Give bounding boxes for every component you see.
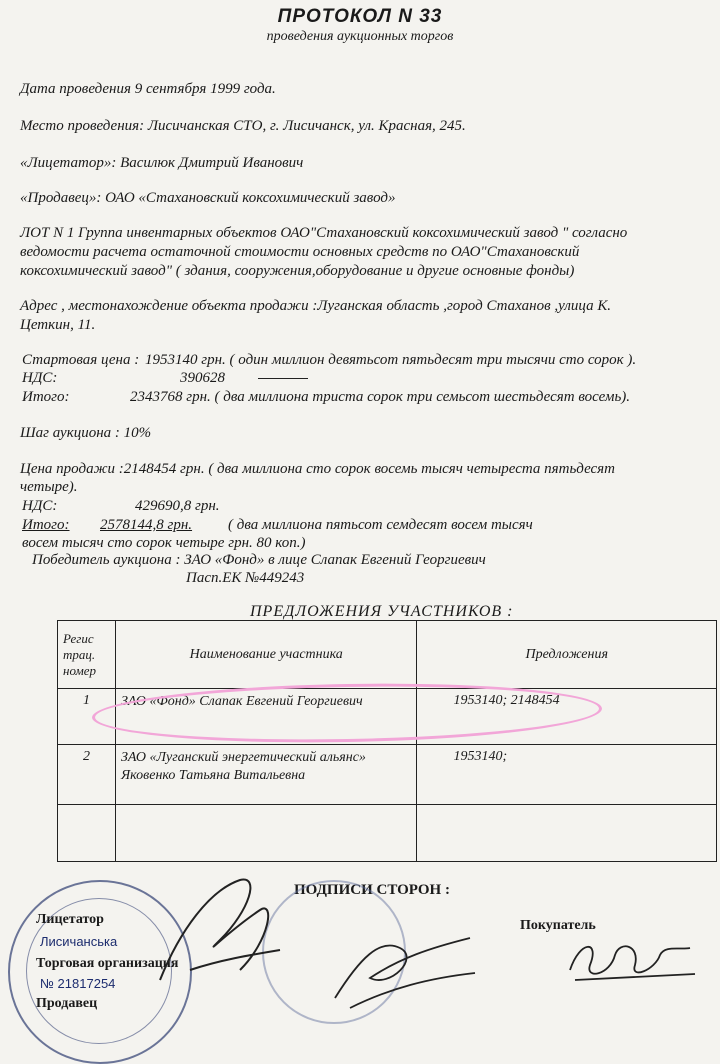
- column-offers: Предложения: [417, 621, 717, 689]
- participant-offers: 1953140;: [417, 745, 717, 805]
- sale-price-line-1: Цена продажи :2148454 грн. ( два миллиона сто сорок восемь тысяч четыреста пятьдесят: [20, 461, 615, 477]
- signatures-heading: ПОДПИСИ СТОРОН :: [294, 882, 450, 898]
- auction-step: Шаг аукциона : 10%: [20, 425, 152, 441]
- buyer-signature: [560, 930, 700, 990]
- document-title: ПРОТОКОЛ N 33: [277, 6, 443, 27]
- start-price-value: 1953140 грн. ( один миллион девятьсот пятьдесят три тысячи сто сорок ).: [145, 352, 637, 368]
- participant-name: ЗАО «Луганский энергетический альянс» Яковенко Татьяна Витальевна: [115, 745, 417, 805]
- total2-words-2: восем тысяч сто сорок четыре грн. 80 коп.): [22, 535, 306, 551]
- row-number: 2: [58, 745, 116, 805]
- total2-words-1: ( два миллиона пятьсот семдесят восем тысяч: [228, 517, 533, 533]
- seller-signature: [330, 918, 480, 1018]
- sale-price-line-2: четыре).: [20, 479, 78, 495]
- table-row: [58, 745, 717, 805]
- table-header-row: [58, 621, 717, 689]
- vat2-label: НДС:: [22, 498, 58, 514]
- lot-description-1: ЛОТ N 1 Группа инвентарных объектов ОАО"Стахановский коксохимический завод " согласно: [20, 225, 628, 241]
- total-value: 2343768 грн. ( два миллиона триста сорок три семьсот шестьдесят восемь).: [130, 389, 631, 405]
- address-line-2: Цеткин, 11.: [20, 317, 96, 333]
- stamp-seller: Продавец: [36, 996, 98, 1011]
- auction-winner: Победитель аукциона : ЗАО «Фонд» в лице Слапак Евгений Георгиевич: [32, 552, 486, 568]
- buyer-label: Покупатель: [520, 918, 596, 933]
- winner-passport: Пасп.ЕК №449243: [186, 570, 305, 586]
- participant-name: [115, 805, 417, 862]
- lot-description-2: ведомости расчета остаточной стоимости основных средств по ОАО"Стахановский: [20, 244, 580, 260]
- participants-heading: ПРЕДЛОЖЕНИЯ УЧАСТНИКОВ :: [250, 603, 514, 620]
- vat-label: НДС:: [22, 370, 58, 386]
- address-line-1: Адрес , местонахождение объекта продажи :Луганская область ,город Стаханов ,улица К.: [20, 298, 612, 314]
- vat-value: 390628: [180, 370, 225, 386]
- participant-offers: 1953140; 2148454: [417, 689, 717, 745]
- total2-value: 2578144,8 грн.: [100, 517, 193, 533]
- column-reg-number: Регис трац. номер: [58, 621, 116, 689]
- dash-mark: [258, 378, 308, 379]
- total2-label: Итого:: [22, 517, 70, 533]
- stamp-number: № 21817254: [40, 976, 116, 991]
- document-subtitle: проведения аукционных торгов: [266, 29, 454, 44]
- auction-date: Дата проведения 9 сентября 1999 года.: [20, 81, 276, 97]
- total-label: Итого:: [22, 389, 70, 405]
- vat2-value: 429690,8 грн.: [135, 498, 220, 514]
- stamp-auctioneer: Лицетатор: [36, 912, 104, 927]
- participant-name: ЗАО «Фонд» Слапак Евгений Георгиевич: [115, 689, 417, 745]
- auctioneer: «Лицетатор»: Василюк Дмитрий Иванович: [20, 155, 304, 171]
- seller: «Продавец»: ОАО «Стахановский коксохимический завод»: [20, 190, 396, 206]
- auctioneer-signature: [150, 870, 290, 1010]
- lot-description-3: коксохимический завод" ( здания, сооружения,оборудование и другие основные фонды): [20, 263, 575, 279]
- row-number: 1: [58, 689, 116, 745]
- row-number: [58, 805, 116, 862]
- stamp-city: Лисичанська: [40, 934, 118, 949]
- start-price-label: Стартовая цена :: [22, 352, 140, 368]
- column-participant-name: Наименование участника: [115, 621, 417, 689]
- table-row: [58, 805, 717, 862]
- auction-place: Место проведения: Лисичанская СТО, г. Лисичанск, ул. Красная, 245.: [20, 118, 466, 134]
- participants-table: [57, 620, 717, 862]
- stamp-organization: Торговая организация: [36, 956, 179, 971]
- participant-offers: [417, 805, 717, 862]
